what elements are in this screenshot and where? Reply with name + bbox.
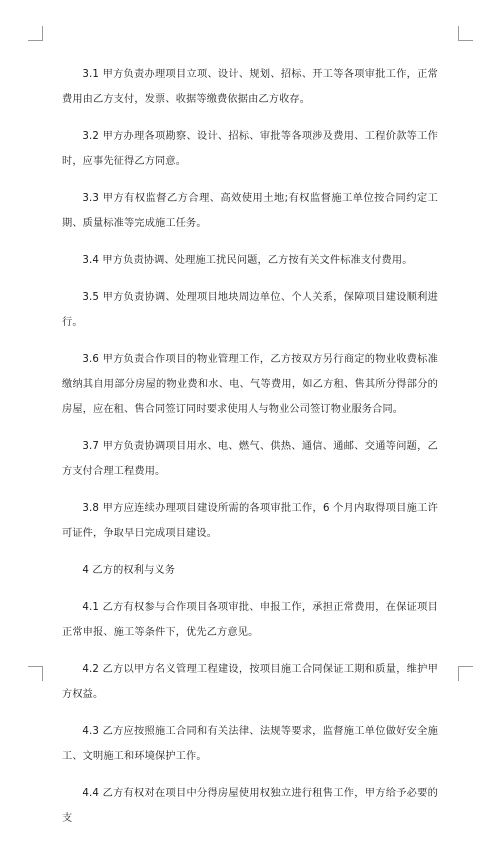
clause-4-1: 4.1 乙方有权参与合作项目各项审批、申报工作，承担正常费用，在保证项目正常申报、施工等条件下，优先乙方意见。 (62, 602, 438, 638)
clause-3-7: 3.7 甲方负责协调项目用水、电、燃气、供热、通信、通邮、交通等问题，乙方支付合理工程费用。 (62, 441, 438, 477)
clause-4-4: 4.4 乙方有权对在项目中分得房屋使用权独立进行租售工作，甲方给予必要的支 (62, 788, 438, 824)
clause-3-5: 3.5 甲方负责协调、处理项目地块周边单位、个人关系，保障项目建设顺利进行。 (62, 292, 438, 328)
crop-mark-bottom-left (28, 666, 43, 681)
document-body (62, 62, 438, 843)
clause-4-3: 4.3 乙方应按照施工合同和有关法律、法规等要求，监督施工单位做好安全施工、文明施工和环境保护工作。 (62, 726, 438, 762)
clause-3-2: 3.2 甲方办理各项勘察、设计、招标、审批等各项涉及费用、工程价款等工作时，应事先征得乙方同意。 (62, 131, 438, 167)
clause-4-2: 4.2 乙方以甲方名义管理工程建设，按项目施工合同保证工期和质量，维护甲方权益。 (62, 664, 438, 700)
clause-3-6: 3.6 甲方负责合作项目的物业管理工作，乙方按双方另行商定的物业收费标准缴纳其自用部分房屋的物业费和水、电、气等费用，如乙方租、售其所分得部分的房屋，应在租、售合同签订同时要求使用人与物业公司签订物业服务合同。 (62, 354, 438, 415)
crop-mark-top-right (458, 26, 473, 41)
clause-3-3: 3.3 甲方有权监督乙方合理、高效使用土地;有权监督施工单位按合同约定工期、质量标准等完成施工任务。 (62, 193, 438, 229)
crop-mark-bottom-right (458, 666, 473, 681)
crop-mark-top-left (28, 26, 43, 41)
section-heading-4: 4 乙方的权利与义务 (82, 565, 176, 576)
clause-3-1: 3.1 甲方负责办理项目立项、设计、规划、招标、开工等各项审批工作，正常费用由乙方支付，发票、收据等缴费依据由乙方收存。 (62, 69, 438, 105)
clause-3-4: 3.4 甲方负责协调、处理施工扰民问题，乙方按有关文件标准支付费用。 (82, 255, 413, 266)
clause-3-8: 3.8 甲方应连续办理项目建设所需的各项审批工作，6 个月内取得项目施工许可证件，争取早日完成项目建设。 (62, 503, 438, 539)
